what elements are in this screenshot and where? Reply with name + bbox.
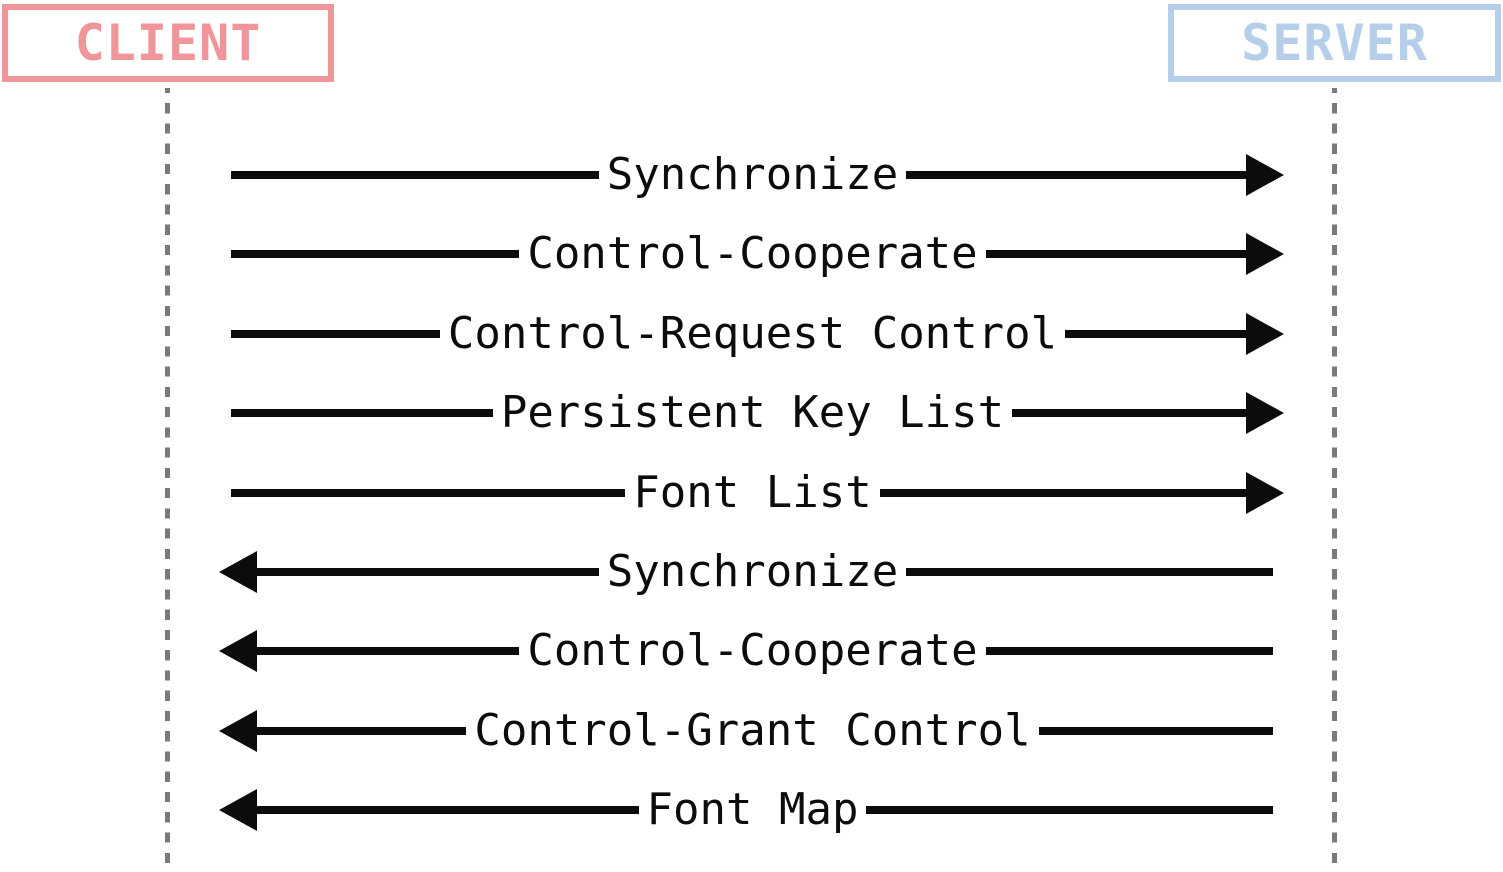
client-participant-label: CLIENT [74, 14, 262, 72]
message-row [215, 150, 1290, 200]
message-arrow [215, 468, 1290, 518]
client-participant-box [2, 4, 334, 82]
server-participant-label: SERVER [1241, 14, 1428, 72]
client-lifeline [165, 88, 170, 872]
message-label: Control-Cooperate [519, 228, 985, 279]
message-arrow [215, 626, 1290, 676]
message-row [215, 785, 1290, 835]
arrowhead-right-icon [1246, 392, 1284, 434]
arrowhead-left-icon [219, 630, 257, 672]
message-row [215, 229, 1290, 279]
message-row [215, 626, 1290, 676]
message-arrow [215, 229, 1290, 279]
arrowhead-right-icon [1246, 313, 1284, 355]
message-arrow [215, 388, 1290, 438]
arrowhead-right-icon [1246, 154, 1284, 196]
arrowhead-left-icon [219, 789, 257, 831]
message-label: Synchronize [599, 546, 906, 597]
message-row [215, 388, 1290, 438]
server-lifeline [1332, 88, 1337, 872]
arrowhead-left-icon [219, 551, 257, 593]
message-arrow [215, 547, 1290, 597]
message-row [215, 706, 1290, 756]
arrowhead-right-icon [1246, 472, 1284, 514]
message-arrow [215, 150, 1290, 200]
arrowhead-left-icon [219, 710, 257, 752]
message-label: Font List [625, 467, 879, 518]
message-row [215, 547, 1290, 597]
message-label: Control-Grant Control [466, 705, 1038, 756]
arrowhead-right-icon [1246, 233, 1284, 275]
message-arrow [215, 706, 1290, 756]
message-label: Font Map [639, 784, 867, 835]
message-label: Persistent Key List [493, 387, 1012, 438]
message-label: Control-Cooperate [519, 625, 985, 676]
message-arrow [215, 309, 1290, 359]
message-arrow [215, 785, 1290, 835]
message-row [215, 309, 1290, 359]
message-label: Control-Request Control [440, 308, 1065, 359]
message-row [215, 468, 1290, 518]
server-participant-box [1168, 4, 1501, 82]
message-label: Synchronize [599, 149, 906, 200]
